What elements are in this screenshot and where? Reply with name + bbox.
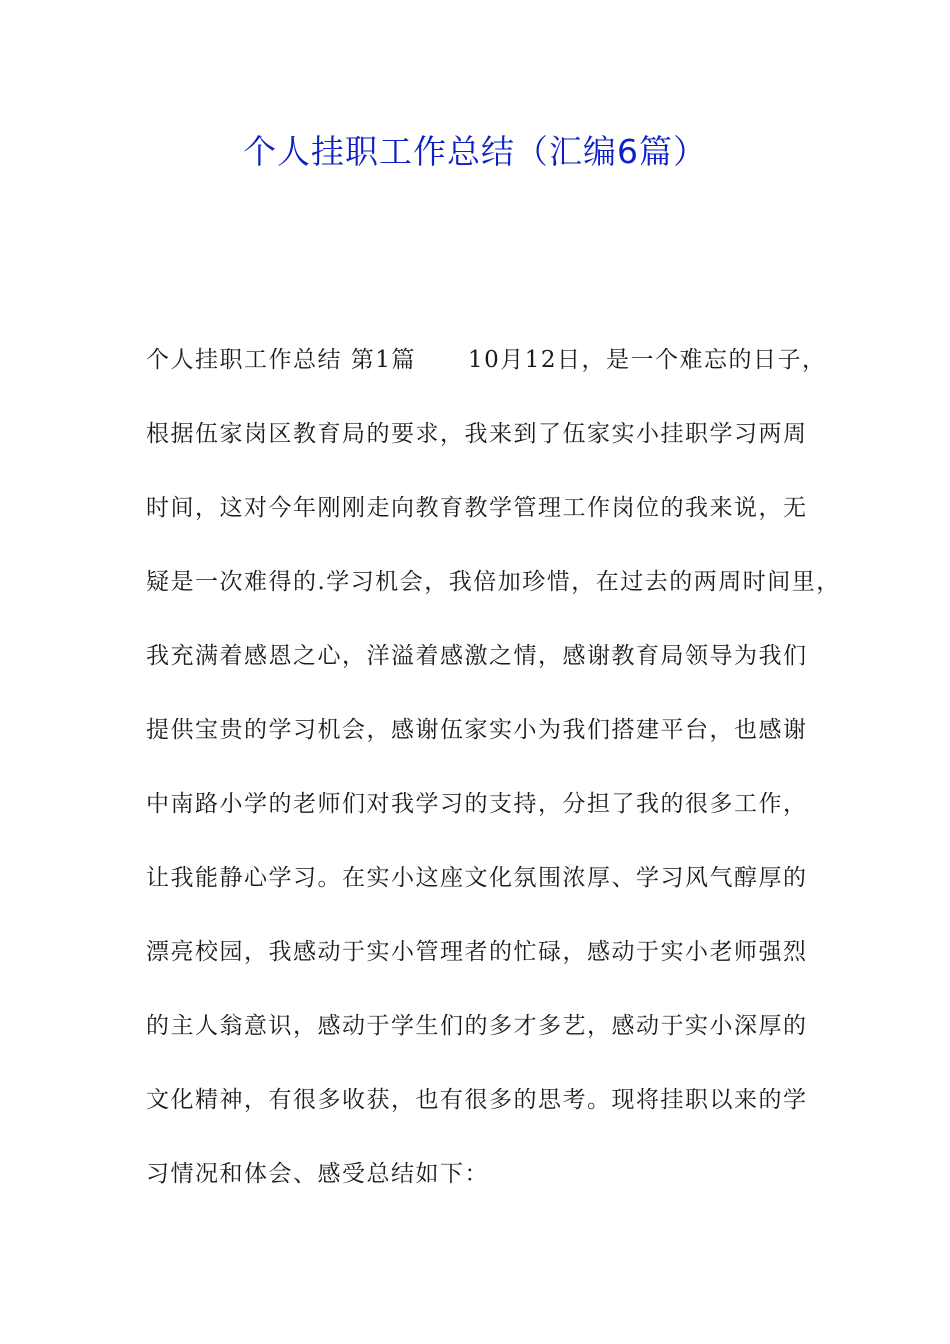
document-body [146, 340, 841, 1228]
paragraph-line-7: 中南路小学的老师们对我学习的支持，分担了我的很多工作， [146, 791, 808, 817]
paragraph-line-11: 文化精神，有很多收获，也有很多的思考。现将挂职以来的学 [146, 1087, 808, 1113]
paragraph-line-9: 漂亮校园，我感动于实小管理者的忙碌，感动于实小老师强烈 [146, 939, 808, 965]
paragraph-line-1 [146, 340, 836, 414]
paragraph-line-6: 提供宝贵的学习机会，感谢伍家实小为我们搭建平台，也感谢 [146, 717, 808, 743]
paragraph-line-5: 我充满着感恩之心，洋溢着感激之情，感谢教育局领导为我们 [146, 643, 808, 669]
section-heading: 个人挂职工作总结 第1篇 [146, 347, 416, 373]
document-title: 个人挂职工作总结（汇编6篇） [243, 132, 707, 171]
paragraph-line-10: 的主人翁意识，感动于学生们的多才多艺，感动于实小深厚的 [146, 1013, 808, 1039]
paragraph-line-text: 10月12日，是一个难忘的日子， [467, 347, 827, 373]
paragraph-line-2: 根据伍家岗区教育局的要求，我来到了伍家实小挂职学习两周 [146, 421, 808, 447]
paragraph-line-4: 疑是一次难得的.学习机会，我倍加珍惜，在过去的两周时间里， [146, 569, 841, 595]
paragraph-line-8: 让我能静心学习。在实小这座文化氛围浓厚、学习风气醇厚的 [146, 865, 808, 891]
paragraph-line-3: 时间，这对今年刚刚走向教育教学管理工作岗位的我来说，无 [146, 495, 808, 521]
paragraph-line-12: 习情况和体会、感受总结如下： [146, 1161, 489, 1187]
